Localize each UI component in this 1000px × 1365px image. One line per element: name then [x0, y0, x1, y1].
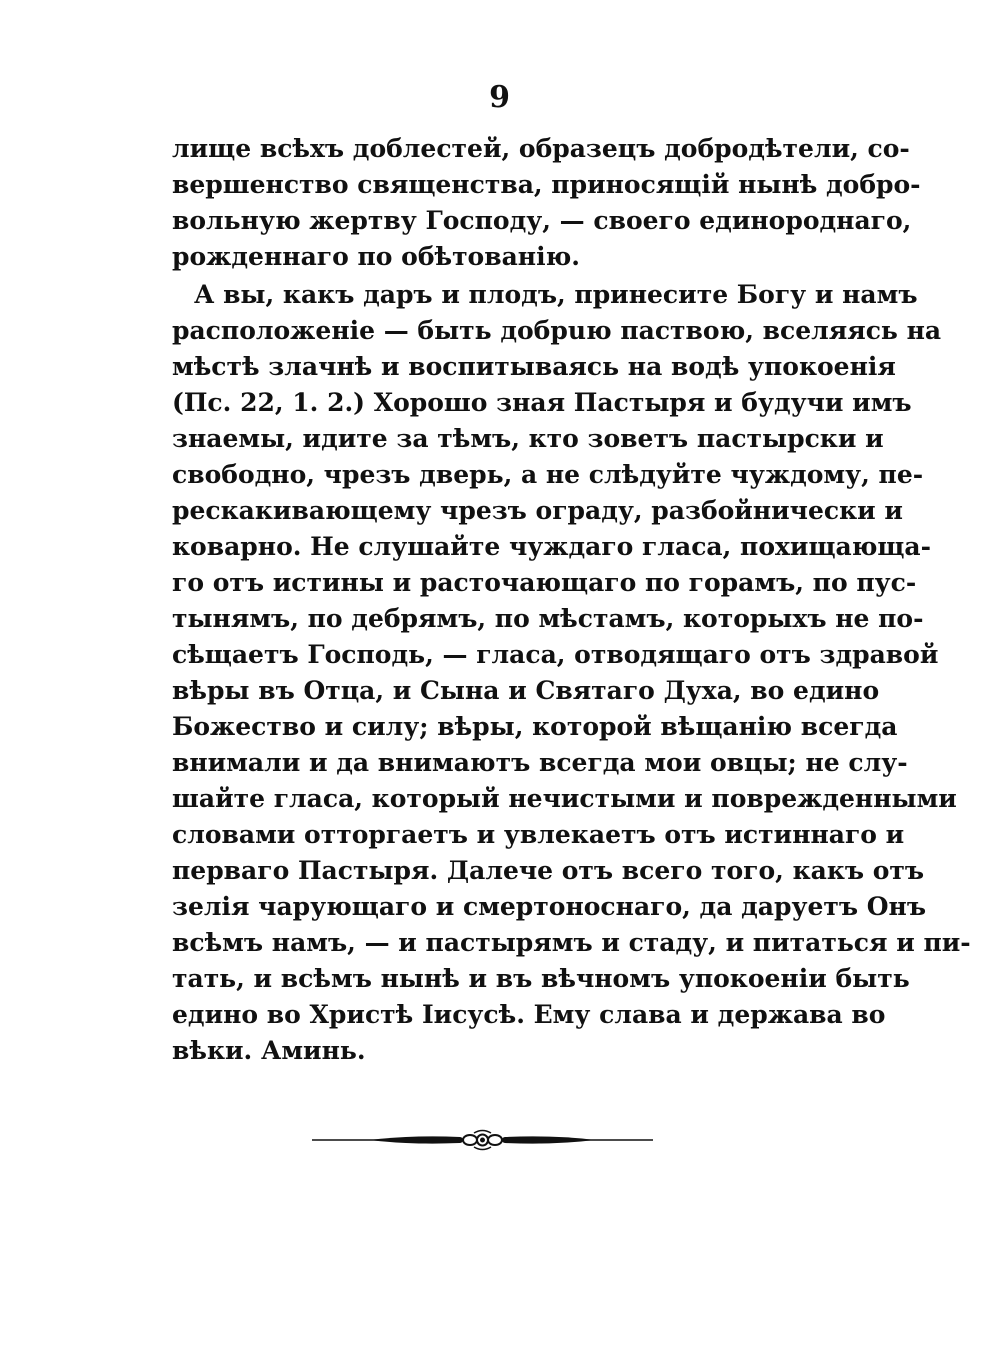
text-line: мѣстѣ злачнѣ и воспитываясь на водѣ упокоенія [172, 352, 896, 381]
text-line: знаемы, идите за тѣмъ, кто зоветъ пастырски и [172, 424, 884, 453]
text-line: тать, и всѣмъ нынѣ и въ вѣчномъ упокоеніи быть [172, 964, 910, 993]
text-line: расположеніе — быть добрuю паствою, вселяясь на [172, 316, 942, 345]
text-line: коварно. Не слушайте чуждаго гласа, похищающа- [172, 532, 931, 561]
text-line: шайте гласа, который нечистыми и поврежденными [172, 784, 957, 813]
paragraph-main [172, 277, 971, 1069]
fleuron-ornament-icon [310, 1128, 655, 1152]
text-line: зелія чарующаго и смертоноснаго, да даруетъ Онъ [172, 892, 926, 921]
text-line: го отъ истины и расточающаго по горамъ, по пус- [172, 568, 917, 597]
text-line: вершенство священства, приносящій нынѣ добро- [172, 170, 921, 199]
text-line: Божество и силу; вѣры, которой вѣщанію всегда [172, 712, 898, 741]
text-line: вѣки. Аминь. [172, 1036, 366, 1065]
text-line: вѣры въ Отца, и Сына и Святаго Духа, во едино [172, 676, 880, 705]
text-line: тынямъ, по дебрямъ, по мѣстамъ, которыхъ не по- [172, 604, 924, 633]
text-line: лище всѣхъ доблестей, образецъ добродѣтели, со- [172, 134, 910, 163]
paragraph-continuation [172, 131, 921, 275]
text-line: (Пс. 22, 1. 2.) Хорошо зная Пастыря и будучи имъ [172, 388, 912, 417]
text-line: словами отторгаетъ и увлекаетъ отъ истиннаго и [172, 820, 905, 849]
text-line: едино во Христѣ Іисусѣ. Ему слава и держава во [172, 1000, 886, 1029]
text-line: вольную жертву Господу, — своего единороднаго, [172, 206, 912, 235]
text-line: перваго Пастыря. Далече отъ всего того, какъ отъ [172, 856, 925, 885]
text-line: рескакивающему чрезъ ограду, разбойнически и [172, 496, 903, 525]
page-number: 9 [489, 80, 511, 115]
text-line: внимали и да внимаютъ всегда мои овцы; не слу- [172, 748, 908, 777]
text-line: всѣмъ намъ, — и пастырямъ и стаду, и питаться и пи- [172, 928, 971, 957]
text-line: рожденнаго по обѣтованію. [172, 242, 580, 271]
body-text [172, 131, 971, 1069]
text-line: свободно, чрезъ дверь, а не слѣдуйте чуждому, пе- [172, 460, 924, 489]
text-line: сѣщаетъ Господь, — гласа, отводящаго отъ здравой [172, 640, 939, 669]
text-line: А вы, какъ даръ и плодъ, принесите Богу и намъ [194, 280, 918, 309]
